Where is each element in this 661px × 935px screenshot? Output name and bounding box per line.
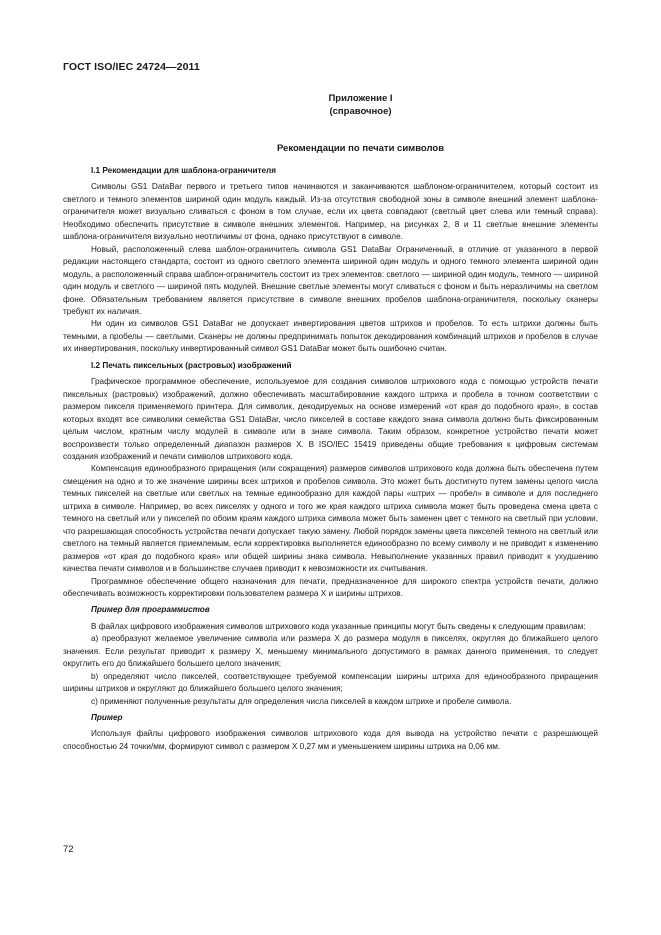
paragraph: В файлах цифрового изображения символов штрихового кода указанные принципы могут быть сведены к следующим правилам: — [91, 621, 586, 631]
list-item: a) преобразуют желаемое увеличение символа или размера X до размера модуля в пикселях, округляя до ближайшего целого значения. Если результат приводит к размеру X, меньшему минимального допустимого в рамках данного применения, то следует округлить его до ближайшего большего целого значения; — [63, 634, 598, 669]
paragraph: Используя файлы цифрового изображения символов штрихового кода для вывода на устройство печати с разрешающей способностью 24 точки/мм, формируют символ с размером X 0,27 мм и уменьшением ширины штриха на 0,06 мм. — [63, 729, 598, 751]
annex-heading — [0, 92, 661, 118]
paragraph: Программное обеспечение общего назначения для печати, предназначенное для широкого спектра устройств печати, должно обеспечивать возможность корректировки пользователем размера X и ширины штрихов. — [63, 576, 598, 598]
list-item: c) применяют полученные результаты для определения числа пикселей в каждом штрихе и пробеле символа. — [91, 696, 512, 706]
page-number: 72 — [63, 844, 74, 855]
example-heading: Пример — [91, 713, 123, 723]
paragraph: Компенсация единообразного приращения (или сокращения) размеров символов штрихового кода должна быть обеспечена путем смещения на одно и то же значение ширины всех штрихов и пробелов символа. Это может быть достигнуто путем замены целого числа темных пикселей на светлые или светлых на темные единообразно для каждой пары «штрих — пробел» в символе и для последнего штриха в символе. Например, во всех пикселях у одного и того же края каждого штриха символа может быть проведена смена цвета с темного на светлый или у пикселей по обоим краям каждого штриха символа может быть заменен цвет с темного на светлый при условии, что разрешающая способность устройства печати допускает такую замену. Любой порядок замены цвета пикселей темного на светлый или светлого на темный является приемлемым, если корректировка выполняется единообразно по всему символу и не приводит к изменению размеров «от края до подобного края» или общей ширины знака символа. Невыполнение указанных правил приводит к ухудшению качества печати символов и в большинстве случаев приводит к невозможности их считывания. — [63, 464, 598, 574]
document-title: Рекомендации по печати символов — [276, 143, 445, 154]
paragraph: Новый, расположенный слева шаблон-ограничитель символа GS1 DataBar Ограниченный, в отличие от указанного в первой редакции настоящего стандарта, состоит из одного светлого элемента шириной один модуль и одного темного элемента шириной один модуль, а расположенный справа шаблон-ограничитель состоит из трех элементов: светлого — шириной один модуль, темного — шириной один модуль и светлого — шириной пять модулей. Внешние светлые элементы могут сливаться с фоном и быть неразличимы на светлом фоне. Обязательным требованием является присутствие в символе внешних пробелов шаблона-ограничителя, поскольку сканеры требуют их наличия. — [63, 244, 599, 316]
example-heading-programmers: Пример для программистов — [91, 605, 210, 615]
section-heading-i1: I.1 Рекомендации для шаблона-ограничителя — [91, 166, 277, 175]
annex-subtitle: (справочное) — [329, 106, 392, 117]
paragraph: Ни один из символов GS1 DataBar не допускает инвертирования цветов штрихов и пробелов. То есть штрихи должны быть темными, а пробелы — светлыми. Сканеры не должны предпринимать попыток декодирования комбинаций штрихов и пробелов в случае их инвертирования, поскольку инвертированный символ GS1 DataBar может быть ошибочно считан. — [63, 319, 598, 354]
document-body — [63, 165, 598, 753]
section-heading-i2: I.2 Печать пиксельных (растровых) изображений — [91, 360, 292, 370]
paragraph: Символы GS1 DataBar первого и третьего типов начинаются и заканчиваются шаблоном-ограничителем, который состоит из светлого и темного элементов шириной один модуль каждый. Из-за отсутствия свободной зоны в символе внешний элемент шаблона-ограничителя может визуально сливаться с фоном в том случае, если их цвета совпадают (светлый цвет слева или темный справа). Необходимо обеспечить присутствие в символе внешних элементов. Например, на рисунках 2, 8 и 11 светлые внешние элементы шаблона-ограничителя визуально неотличимы от фона, однако присутствуют в символе. — [63, 182, 598, 242]
list-item: b) определяют число пикселей, соответствующее требуемой компенсации ширины штриха для единообразного приращения ширины штрихов и округляют до ближайшего большего целого значения; — [63, 671, 598, 694]
standard-header: ГОСТ ISO/IEC 24724—2011 — [63, 61, 200, 73]
paragraph: Графическое программное обеспечение, используемое для создания символов штрихового кода с помощью устройств печати пиксельных (растровых) изображений, должно обеспечивать масштабирование каждого штриха и пробела в точном соответствии с размером пикселя применяемого принтера. Для символик, декодируемых на основе измерений «от края до подобного края», в состав которых входят все символики семейства GS1 DataBar, число пикселей в составе каждого знака символа должно быть фиксированным целым числом, кратным числу модулей в символе или в знаке символа. Таким образом, конкретное устройство печати может воспроизвести только определенный диапазон размеров X. В ISO/IEC 15419 приведены общие требования к цифровым системам создания изображений и печати символов штрихового кода. — [63, 377, 598, 461]
annex-title: Приложение I — [328, 93, 393, 104]
